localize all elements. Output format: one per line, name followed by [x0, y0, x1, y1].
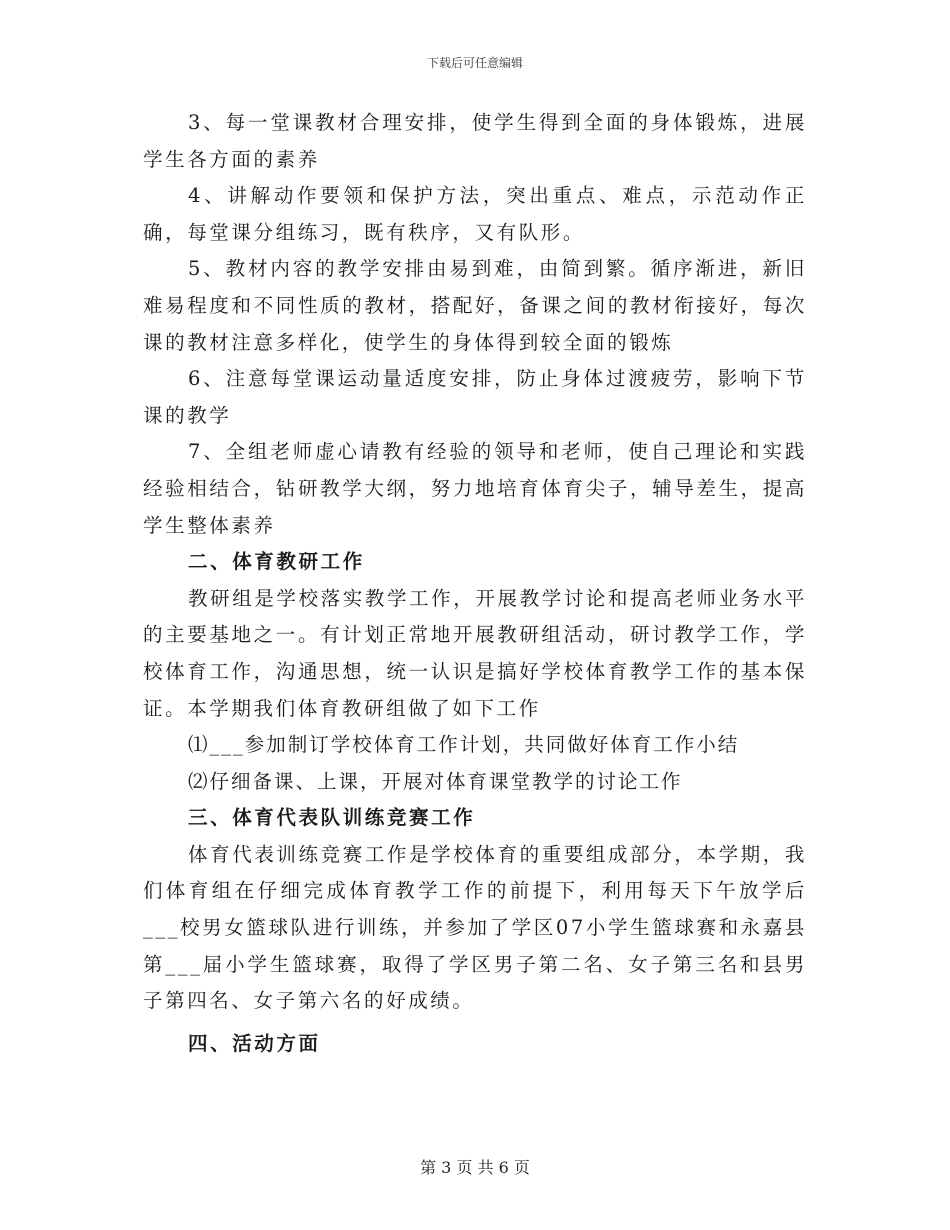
paragraph-item-3: 3、每一堂课教材合理安排，使学生得到全面的身体锻炼，进展学生各方面的素养: [143, 111, 807, 171]
page-footer: 第 3 页 共 6 页: [420, 1158, 530, 1177]
paragraph-item-4: 4、讲解动作要领和保护方法，突出重点、难点，示范动作正确，每堂课分组练习，既有秩序，又有队形。: [143, 184, 807, 244]
section-body-team-training: 体育代表训练竞赛工作是学校体育的重要组成部分，本学期，我们体育组在仔细完成体育教学工作的前提下，利用每天下午放学后___校男女篮球队进行训练，并参加了学区07小学生篮球赛和永嘉县第___届小学生篮球赛，取得了学区男子第二名、女子第三名和县男子第四名、女子第六名的好成绩。: [143, 842, 807, 1013]
list-item-2: ⑵仔细备课、上课，开展对体育课堂教学的讨论工作: [188, 769, 683, 793]
document-body: [143, 105, 807, 1062]
list-item-1: ⑴___参加制订学校体育工作计划，共同做好体育工作小结: [188, 733, 740, 757]
paragraph-item-5: 5、教材内容的教学安排由易到难，由简到繁。循序渐进，新旧难易程度和不同性质的教材，搭配好，备课之间的教材衔接好，每次课的教材注意多样化，使学生的身体得到较全面的锻炼: [143, 257, 807, 354]
section-heading-team-training: 三、体育代表队训练竞赛工作: [188, 806, 476, 830]
section-body-teaching-research: 教研组是学校落实教学工作，开展教学讨论和提高老师业务水平的主要基地之一。有计划正常地开展教研组活动，研讨教学工作，学校体育工作，沟通思想，统一认识是搞好学校体育教学工作的基本保证。本学期我们体育教研组做了如下工作: [143, 586, 807, 720]
paragraph-item-7: 7、全组老师虚心请教有经验的领导和老师，使自己理论和实践经验相结合，钻研教学大纲，努力地培育体育尖子，辅导差生，提高学生整体素养: [143, 440, 807, 537]
section-heading-teaching-research: 二、体育教研工作: [188, 550, 365, 574]
page-header: 下载后可任意编辑: [426, 56, 523, 70]
section-heading-activities: 四、活动方面: [188, 1031, 321, 1055]
paragraph-item-6: 6、注意每堂课运动量适度安排，防止身体过渡疲劳，影响下节课的教学: [143, 367, 807, 427]
